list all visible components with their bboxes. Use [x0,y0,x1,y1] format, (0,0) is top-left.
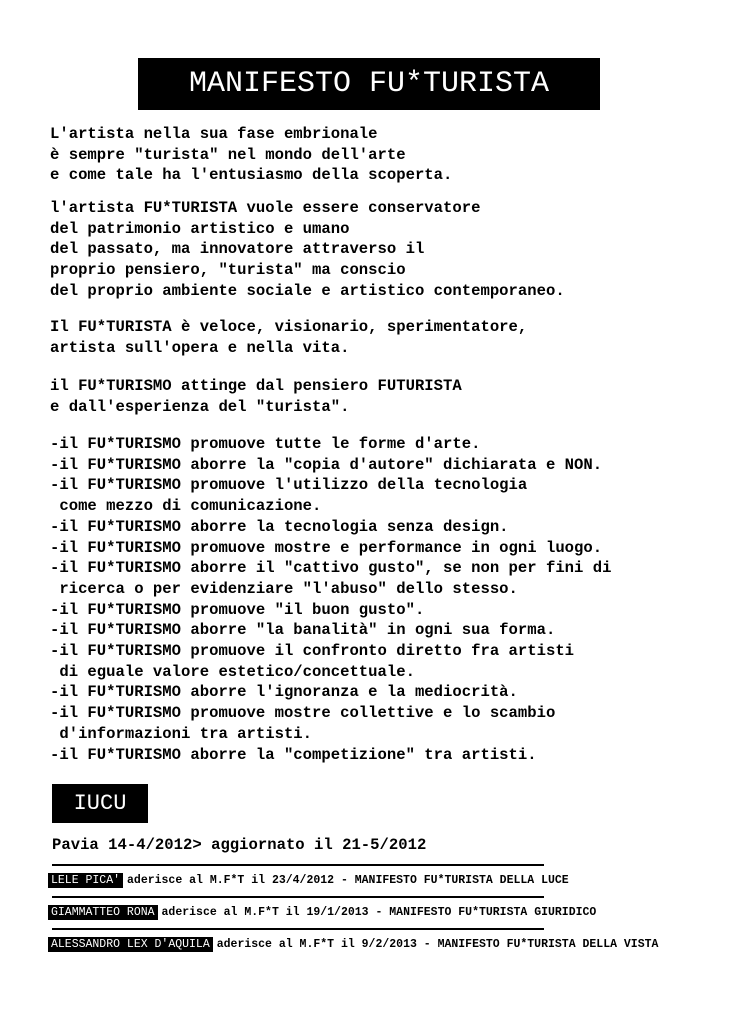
intro-paragraph-1: L'artista nella sua fase embrionale è sempre "turista" nel mondo dell'arte e come tale ha l'entusiasmo della scoperta. [50,125,453,185]
adhesion-row [48,905,596,920]
signature-label: IUCU [52,784,148,823]
adherent-name: GIAMMATTEO RONA [48,905,158,920]
adhesion-text: aderisce al M.F*T il 19/1/2013 - MANIFESTO FU*TURISTA GIURIDICO [161,906,597,919]
list-item: -il FU*TURISMO aborre la tecnologia senza design. [50,517,509,536]
adhesion-text: aderisce al M.F*T il 9/2/2013 - MANIFESTO FU*TURISTA DELLA VISTA [216,938,659,951]
list-item: -il FU*TURISMO aborre la "competizione" tra artisti. [50,745,537,764]
adhesion-text: aderisce al M.F*T il 23/4/2012 - MANIFESTO FU*TURISTA DELLA LUCE [127,874,569,887]
adhesion-row [48,937,658,952]
list-item: -il FU*TURISMO promuove il confronto diretto fra artisti di eguale valore estetico/concettuale. [50,642,575,681]
list-item: -il FU*TURISMO promuove mostre e performance in ogni luogo. [50,538,603,557]
principles-list [50,434,611,765]
divider [52,896,544,898]
list-item: -il FU*TURISMO promuove l'utilizzo della tecnologia come mezzo di comunicazione. [50,476,528,516]
intro-paragraph-3: Il FU*TURISTA è veloce, visionario, sperimentatore, artista sull'opera e nella vita. [50,318,528,357]
divider [52,864,544,866]
divider [52,928,544,930]
list-item: -il FU*TURISMO promuove tutte le forme d'arte. [50,435,481,453]
list-item: -il FU*TURISMO aborre l'ignoranza e la mediocrità. [50,683,518,702]
intro-paragraph-2: l'artista FU*TURISTA vuole essere conservatore del patrimonio artistico e umano del passato, ma innovatore attraverso il proprio pensiero, "turista" ma conscio del proprio ambiente sociale e artistico contemporaneo. [50,199,565,300]
list-item: -il FU*TURISMO promuove mostre collettive e lo scambio d'informazioni tra artisti. [50,704,556,743]
list-item: -il FU*TURISMO aborre "la banalità" in ogni sua forma. [50,621,556,640]
intro-paragraph-4: il FU*TURISMO attinge dal pensiero FUTURISTA e dall'esperienza del "turista". [50,377,462,416]
adherent-name: LELE PICA' [48,873,123,888]
adhesion-row [48,873,569,888]
adherent-name: ALESSANDRO LEX D'AQUILA [48,937,213,952]
manifesto-title: MANIFESTO FU*TURISTA [138,58,600,110]
list-item: -il FU*TURISMO promuove "il buon gusto". [50,600,425,619]
list-item: -il FU*TURISMO aborre il "cattivo gusto", se non per fini di ricerca o per evidenziare "l'abuso" dello stesso. [50,559,612,598]
list-item: -il FU*TURISMO aborre la "copia d'autore" dichiarata e NON. [50,455,603,474]
date-line: Pavia 14-4/2012> aggiornato il 21-5/2012 [52,836,427,854]
